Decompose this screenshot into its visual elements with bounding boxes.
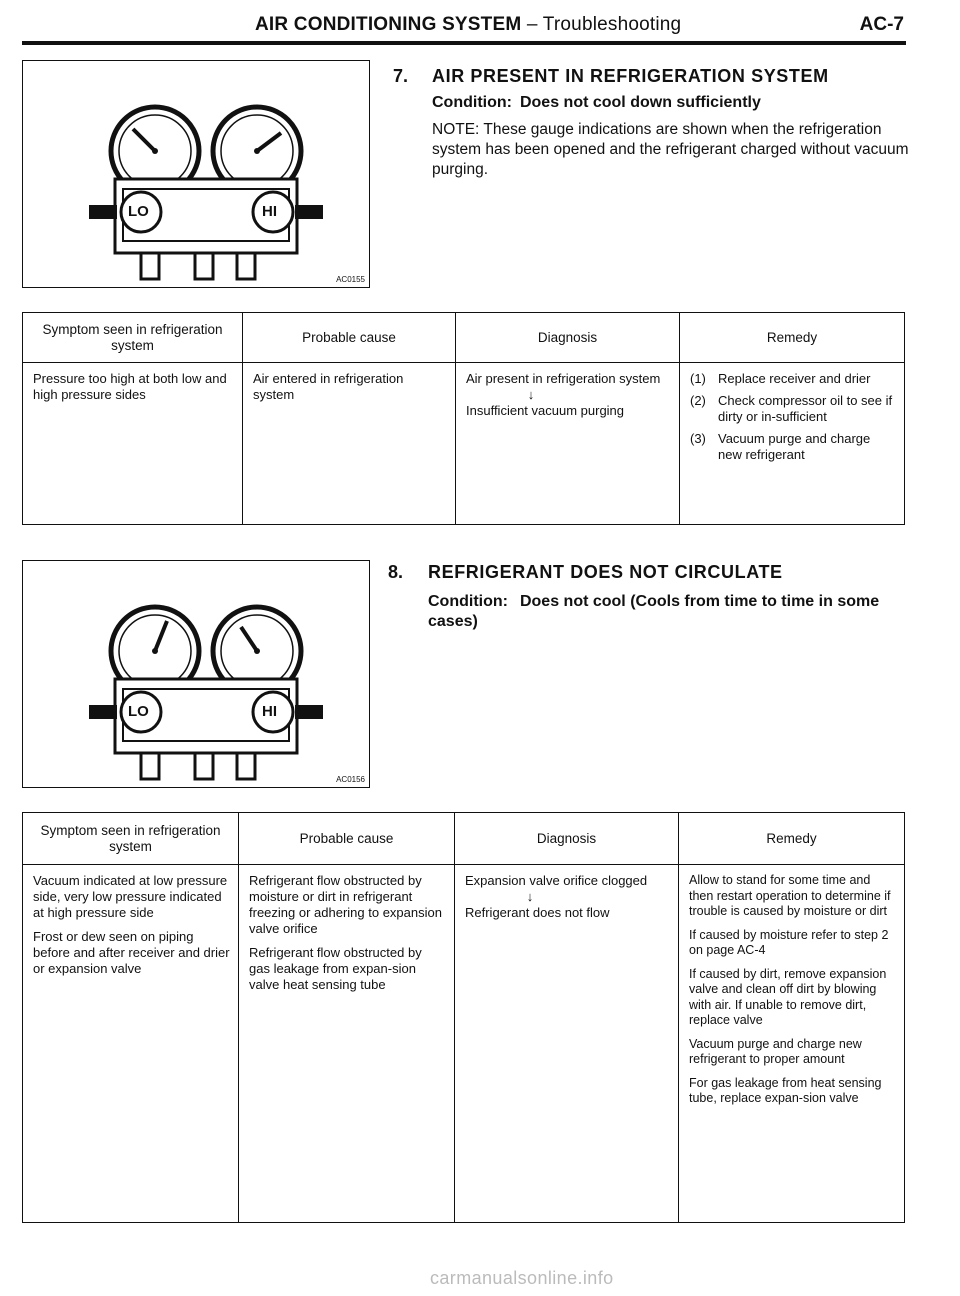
- condition-text: Does not cool (Cools from time to time in some cases): [428, 593, 880, 630]
- header-rule: [22, 41, 906, 45]
- remedy-text: Allow to stand for some time and then restart operation to determine if trouble is caused by moisture or dirt: [689, 873, 891, 918]
- condition-label: Condition:: [432, 94, 512, 111]
- symptom-cell: [23, 363, 243, 525]
- remedy-number: (3): [690, 431, 706, 446]
- diagnosis-text-2: Insufficient vacuum purging: [466, 403, 625, 418]
- header-cause: Probable cause: [239, 813, 455, 865]
- cause-cell: [243, 363, 456, 525]
- condition-text: Does not cool down sufficiently: [519, 94, 761, 111]
- remedy-text: Check compressor oil to see if dirty or in-sufficient: [718, 393, 893, 424]
- symptom-text: Frost or dew seen on piping before and after receiver and drier or expansion valve: [33, 929, 230, 976]
- diagnosis-text-1: Expansion valve orifice clogged: [465, 873, 648, 888]
- gauge-lo-label: LO: [128, 703, 149, 720]
- header-remedy: Remedy: [680, 313, 905, 363]
- header-cause: Probable cause: [243, 313, 456, 363]
- remedy-cell: [680, 363, 905, 525]
- figure-id: AC0156: [336, 775, 365, 784]
- figure-id: AC0155: [336, 275, 365, 284]
- remedy-item: [690, 371, 896, 387]
- page-header-title: [255, 14, 681, 36]
- watermark: carmanualsonline.info: [430, 1268, 614, 1288]
- cause-text: Refrigerant flow obstructed by gas leakage from expan-sion valve heat sensing tube: [249, 945, 422, 992]
- header-diagnosis: Diagnosis: [456, 313, 680, 363]
- remedy-item: [690, 431, 896, 463]
- header-symptom: Symptom seen in refrigeration system: [23, 313, 243, 363]
- diagnosis-text-1: Air present in refrigeration system: [466, 371, 661, 386]
- arrow-down-icon: ↓: [526, 889, 534, 904]
- remedy-text: Vacuum purge and charge new refrigerant: [718, 431, 871, 462]
- cause-text: Air entered in refrigeration system: [253, 371, 404, 402]
- header-symptom: Symptom seen in refrigeration system: [23, 813, 239, 865]
- remedy-text: If caused by moisture refer to step 2 on page AC-4: [689, 927, 889, 957]
- remedy-text: For gas leakage from heat sensing tube, replace expan-sion valve: [689, 1075, 882, 1105]
- gauge-figure-2: [22, 560, 370, 788]
- page-number: AC-7: [859, 14, 904, 35]
- condition-label: Condition:: [428, 593, 508, 610]
- remedy-item: [690, 393, 896, 425]
- diagnosis-cell: [456, 363, 680, 525]
- remedy-number: (1): [690, 371, 706, 386]
- condition: [428, 592, 908, 632]
- troubleshooting-table-8: [22, 812, 905, 1223]
- cause-text: Refrigerant flow obstructed by moisture or dirt in refrigerant freezing or adhering to expansion valve orifice: [249, 873, 442, 936]
- remedy-number: (2): [690, 393, 706, 408]
- diagnosis-text-2: Refrigerant does not flow: [465, 905, 610, 920]
- gauge-hi-label: HI: [262, 703, 277, 720]
- symptom-text: Vacuum indicated at low pressure side, very low pressure indicated at high pressure side: [33, 873, 228, 920]
- diagnosis-cell: [455, 865, 679, 1223]
- condition: [432, 94, 761, 112]
- remedy-text: Replace receiver and drier: [718, 371, 871, 386]
- symptom-cell: [23, 865, 239, 1223]
- arrow-down-icon: ↓: [527, 387, 535, 402]
- remedy-text: Vacuum purge and charge new refrigerant to proper amount: [689, 1036, 862, 1066]
- symptom-text: Pressure too high at both low and high pressure sides: [33, 371, 227, 402]
- section-number: 8.: [388, 562, 404, 582]
- section-number: 7.: [393, 66, 409, 86]
- manifold-gauge-illustration: [23, 61, 369, 287]
- header-section: AIR CONDITIONING SYSTEM: [255, 14, 522, 35]
- header-diagnosis: Diagnosis: [455, 813, 679, 865]
- gauge-hi-label: HI: [262, 203, 277, 220]
- gauge-lo-label: LO: [128, 203, 149, 220]
- remedy-cell: [679, 865, 905, 1223]
- header-remedy: Remedy: [679, 813, 905, 865]
- cause-cell: [239, 865, 455, 1223]
- section-title: AIR PRESENT IN REFRIGERATION SYSTEM: [432, 66, 829, 86]
- gauge-figure-1: [22, 60, 370, 288]
- manifold-gauge-illustration: [23, 561, 369, 787]
- note-text: NOTE: These gauge indications are shown when the refrigeration system has been opened and the refrigerant charged without vacuum purging.: [432, 121, 909, 178]
- remedy-text: If caused by dirt, remove expansion valve and clean off dirt by blowing with air. If unable to remove dirt, replace valve: [689, 966, 887, 1027]
- troubleshooting-table-7: [22, 312, 905, 525]
- header-sub: – Troubleshooting: [526, 14, 682, 35]
- section-title: REFRIGERANT DOES NOT CIRCULATE: [428, 562, 783, 582]
